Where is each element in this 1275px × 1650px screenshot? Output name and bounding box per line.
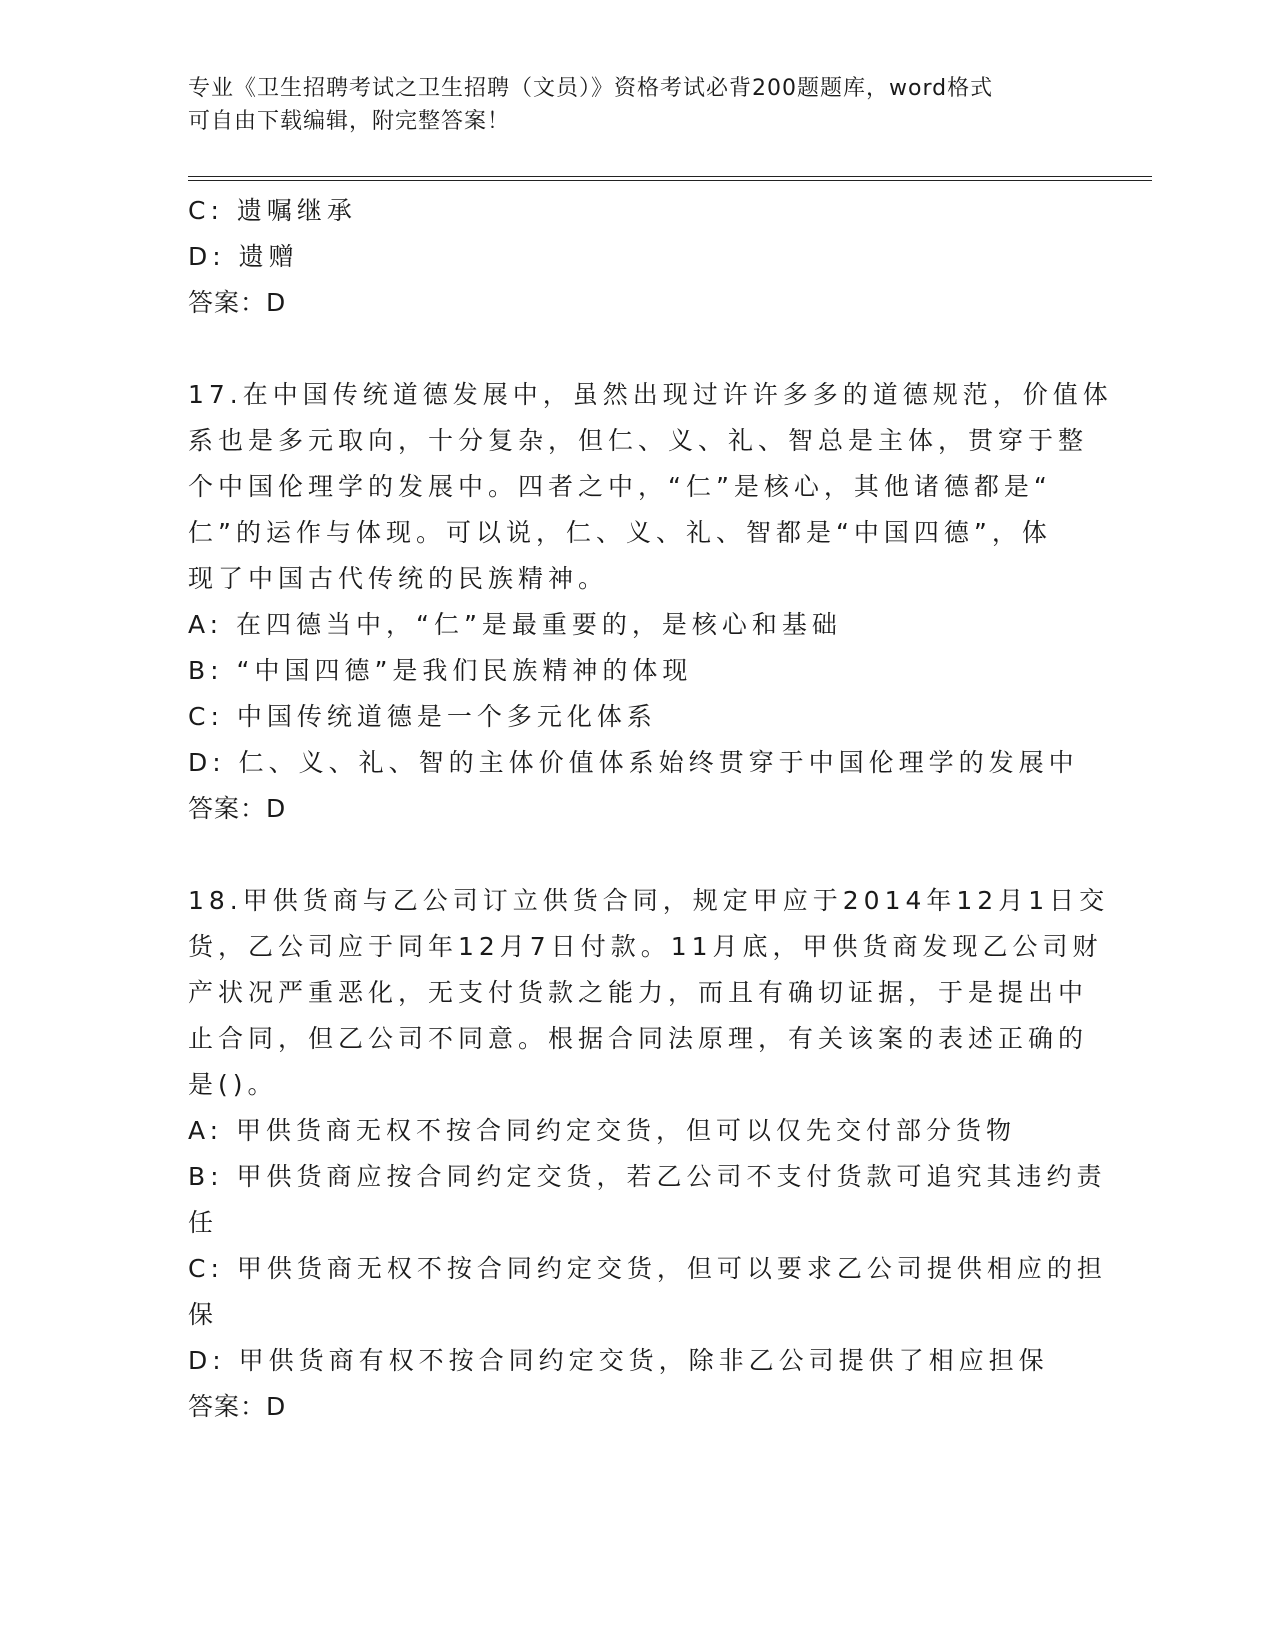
q17-option-b: B: “中国四德”是我们民族精神的体现 [188,656,693,685]
header-line-2: 可自由下载编辑，附完整答案！ [188,109,511,134]
q18-stem-line-4: 止合同，但乙公司不同意。根据合同法原理，有关该案的表述正确的 [188,1024,1089,1053]
spacer [188,832,1068,878]
q18-option-b-line-2: 任 [188,1208,219,1237]
document-header [188,72,1088,138]
q17-stem-line-5: 现了中国古代传统的民族精神。 [188,564,609,593]
prev-answer: 答案：D [188,288,287,317]
q17-stem-line-4: 仁”的运作与体现。可以说，仁、义、礼、智都是“中国四德”，体 [188,518,1052,547]
q17-option-a: A: 在四德当中，“仁”是最重要的，是核心和基础 [188,610,842,639]
header-line-1: 专业《卫生招聘考试之卫生招聘（文员）》资格考试必背200题题库，word格式 [188,76,994,101]
question-content [188,188,1113,1430]
q18-answer: 答案：D [188,1392,287,1421]
q18-option-c-line-2: 保 [188,1300,219,1329]
q18-stem-line-3: 产状况严重恶化，无支付货款之能力，而且有确切证据，于是提出中 [188,978,1089,1007]
prev-option-c: C: 遗嘱继承 [188,196,357,225]
q17-option-d: D: 仁、义、礼、智的主体价值体系始终贯穿于中国伦理学的发展中 [188,748,1079,777]
q17-answer: 答案：D [188,794,287,823]
q17-stem-line-3: 个中国伦理学的发展中。四者之中，“仁”是核心，其他诸德都是“ [188,472,1052,501]
q18-stem-line-2: 货，乙公司应于同年12月7日付款。11月底，甲供货商发现乙公司财 [188,932,1103,961]
header-double-rule [188,176,1152,181]
prev-option-d: D: 遗赠 [188,242,299,271]
q17-stem-line-2: 系也是多元取向，十分复杂，但仁、义、礼、智总是主体，贯穿于整 [188,426,1089,455]
q17-option-c: C: 中国传统道德是一个多元化体系 [188,702,657,731]
q17-stem-line-1: 17.在中国传统道德发展中，虽然出现过许许多多的道德规范，价值体 [188,380,1113,409]
spacer [188,326,1068,372]
q18-option-c-line-1: C: 甲供货商无权不按合同约定交货，但可以要求乙公司提供相应的担 [188,1254,1107,1283]
q18-stem-line-1: 18.甲供货商与乙公司订立供货合同，规定甲应于2014年12月1日交 [188,886,1110,915]
q18-option-b-line-1: B: 甲供货商应按合同约定交货，若乙公司不支付货款可追究其违约责 [188,1162,1107,1191]
q18-stem-line-5: 是()。 [188,1070,278,1099]
q18-option-d: D: 甲供货商有权不按合同约定交货，除非乙公司提供了相应担保 [188,1346,1049,1375]
q18-option-a: A: 甲供货商无权不按合同约定交货，但可以仅先交付部分货物 [188,1116,1017,1145]
